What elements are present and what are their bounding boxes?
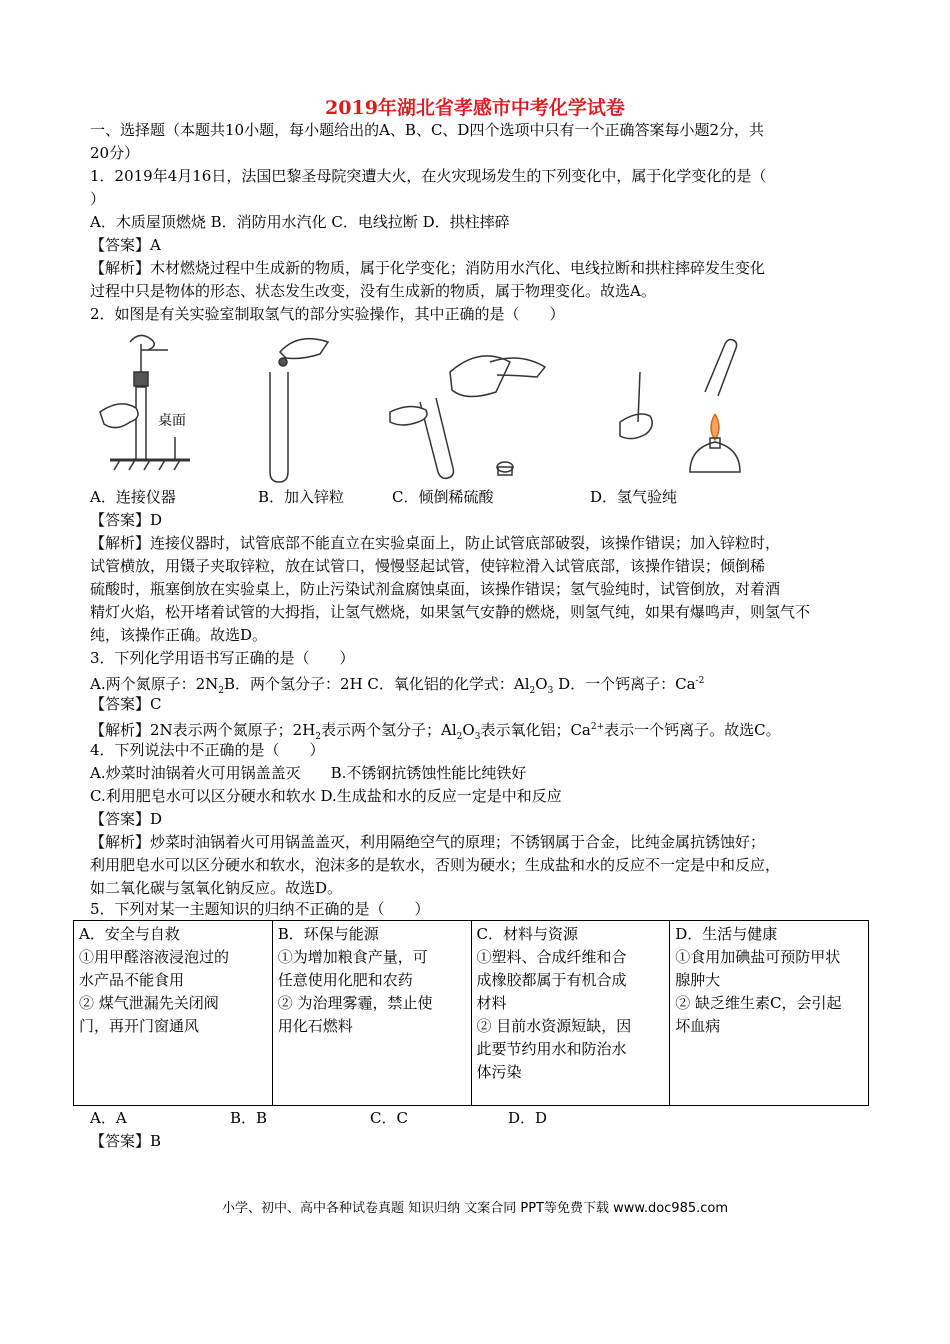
q4-stem: 4．下列说法中不正确的是（ ） xyxy=(90,741,325,759)
q5-knowledge-table xyxy=(73,920,869,1106)
q5-stem: 5．下列对某一主题知识的归纳不正确的是（ ） xyxy=(90,900,430,918)
q3-options: A.两个氮原子：$2N_2B$．两个氢分子：2H C．氧化铝的化学式：$Al_2O_3$ D．一个钙离子：$Ca^{-2}$ xyxy=(90,675,705,696)
page-title: 2019年湖北省孝感市中考化学试卷 xyxy=(325,97,625,119)
q2-caption-d: D．氢气验纯 xyxy=(590,488,678,506)
q2-caption-c: C．倾倒稀硫酸 xyxy=(392,488,494,506)
q1-stem-line1: 1．2019年4月16日，法国巴黎圣母院突遭大火，在火灾现场发生的下列变化中，属于化学变化的是（ xyxy=(90,167,767,185)
q1-stem-line2: ） xyxy=(90,190,106,208)
q2-analysis-line1: 【解析】连接仪器时，试管底部不能直立在实验桌面上，防止试管底部破裂，该操作错误；加入锌粒时， xyxy=(90,534,781,552)
q2-analysis-line5: 纯，该操作正确。故选D。 xyxy=(90,626,268,644)
q3-stem: 3．下列化学用语书写正确的是（ ） xyxy=(90,649,355,667)
q4-analysis-line2: 利用肥皂水可以区分硬水和软水，泡沫多的是软水，否则为硬水；生成盐和水的反应不一定是中和反应， xyxy=(90,856,781,874)
q4-analysis-line3: 如二氧化碳与氢氧化钠反应。故选D。 xyxy=(90,879,343,897)
q5-option-c: C．C xyxy=(370,1109,408,1127)
q4-options-ab: A.炒菜时油锅着火可用锅盖盖灭 B.不锈钢抗锈蚀性能比纯铁好 xyxy=(90,764,527,782)
q3-analysis: 【解析】2N表示两个氮原子；$2H_2$表示两个氢分子；$Al_2O_3$表示氧化铝；$Ca^{2+}$表示一个钙离子。故选C。 xyxy=(90,721,781,742)
figure-d-hydrogen-test xyxy=(620,340,740,473)
q2-analysis-line4: 精灯火焰，松开堵着试管的大拇指，让氢气燃烧，如果氢气安静的燃烧，则氢气纯，如果有爆鸣声，则氢气不 xyxy=(90,603,811,621)
q1-analysis-line1: 【解析】木材燃烧过程中生成新的物质，属于化学变化；消防用水汽化、电线拉断和拱柱摔碎发生变化 xyxy=(90,259,766,277)
page-footer: 小学、初中、高中各种试卷真题 知识归纳 文案合同 PPT等免费下载 www.doc985.com xyxy=(221,1201,729,1216)
experiment-figures xyxy=(90,332,850,484)
table-cell-c: C．材料与资源 ①塑料、合成纤维和合 成橡胶都属于有机合成 材料 ② 目前水资源短缺，因 此要节约用水和防治水 体污染 xyxy=(471,921,670,1106)
q2-stem: 2．如图是有关实验室制取氢气的部分实验操作，其中正确的是（ ） xyxy=(90,305,565,323)
q5-option-b: B．B xyxy=(230,1109,268,1127)
q4-options-cd: C.利用肥皂水可以区分硬水和软水 D.生成盐和水的反应一定是中和反应 xyxy=(90,787,562,805)
q2-caption-a: A．连接仪器 xyxy=(90,488,176,506)
figure-c-pour-acid xyxy=(390,356,545,478)
figure-b-add-zinc xyxy=(270,339,328,482)
q5-option-d: D．D xyxy=(508,1109,548,1127)
q5-answer: 【答案】B xyxy=(90,1132,162,1150)
q1-answer: 【答案】A xyxy=(90,236,161,254)
q2-analysis-line2: 试管横放，用镊子夹取锌粒，放在试管口，慢慢竖起试管，使锌粒滑入试管底部，该操作错误；倾倒稀 xyxy=(90,557,766,575)
table-cell-b: B．环保与能源 ①为增加粮食产量，可 任意使用化肥和农药 ② 为治理雾霾，禁止使 用化石燃料 xyxy=(272,921,471,1106)
q3-answer: 【答案】C xyxy=(90,695,162,713)
table-cell-a: A．安全与自救 ①用甲醛溶液浸泡过的 水产品不能食用 ② 煤气泄漏先关闭阀 门，再开门窗通风 xyxy=(74,921,273,1106)
q2-caption-b: B．加入锌粒 xyxy=(258,488,345,506)
desk-label: 桌面 xyxy=(158,412,186,428)
table-cell-d: D．生活与健康 ①食用加碘盐可预防甲状 腺肿大 ② 缺乏维生素C，会引起 坏血病 xyxy=(670,921,869,1106)
figure-a-connect-apparatus xyxy=(100,335,190,470)
q4-answer: 【答案】D xyxy=(90,810,163,828)
section-heading-line2: 20分） xyxy=(90,144,140,162)
q1-analysis-line2: 过程中只是物体的形态、状态发生改变，没有生成新的物质，属于物理变化。故选A。 xyxy=(90,282,656,300)
q2-analysis-line3: 硫酸时，瓶塞倒放在实验桌上，防止污染试剂盒腐蚀桌面，该操作错误；氢气验纯时，试管倒放，对着酒 xyxy=(90,580,781,598)
q5-option-a: A．A xyxy=(90,1109,127,1127)
section-heading-line1: 一、选择题（本题共10小题，每小题给出的A、B、C、D四个选项中只有一个正确答案每小题2分，共 xyxy=(90,121,764,139)
q1-options: A．木质屋顶燃烧 B．消防用水汽化 C．电线拉断 D．拱柱摔碎 xyxy=(90,213,510,231)
q4-analysis-line1: 【解析】炒菜时油锅着火可用锅盖盖灭，利用隔绝空气的原理；不锈钢属于合金，比纯金属抗锈蚀好； xyxy=(90,833,766,851)
q2-answer: 【答案】D xyxy=(90,511,163,529)
